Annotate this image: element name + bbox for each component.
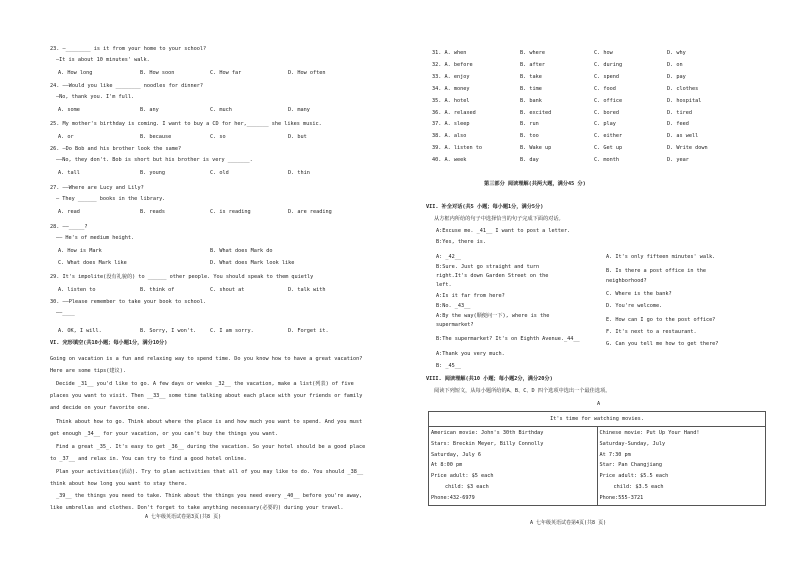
passage-label: A bbox=[597, 401, 601, 407]
option: B. because bbox=[140, 134, 172, 140]
option: C. old bbox=[210, 170, 229, 176]
box-option: D. You're welcome. bbox=[606, 303, 663, 309]
ad-line: Chinese movie: Put Up Your Hand! bbox=[599, 430, 700, 436]
cloze-option: 31. A. when bbox=[432, 50, 467, 56]
dialog-line: B:No. _43__ bbox=[436, 303, 471, 309]
option: D. How often bbox=[288, 70, 326, 76]
cloze-option: C. food bbox=[594, 85, 616, 92]
box-option: neighborhood? bbox=[606, 278, 647, 284]
ad-title: It's time for watching movies. bbox=[429, 412, 766, 427]
dialog-line: B: _45__ bbox=[436, 363, 461, 369]
question-stem: 27. ——Where are Lucy and Lily? bbox=[50, 185, 144, 191]
question-response: —— He's of medium height. bbox=[56, 235, 135, 241]
cloze-option: D. as well bbox=[667, 133, 699, 140]
cloze-option: 37. A. sleep bbox=[432, 121, 470, 128]
dialog-line: A:Is it far from here? bbox=[436, 293, 505, 299]
ad-american-movie bbox=[429, 427, 598, 506]
ad-line: Star: Pan Changjiang bbox=[599, 462, 662, 469]
cloze-option: B. bank bbox=[520, 97, 542, 104]
option: B. young bbox=[140, 170, 165, 176]
cloze-option: D. Write down bbox=[667, 145, 708, 152]
right-page-footer: A 七年级英语试卷第4页(共8 页) bbox=[530, 520, 607, 526]
question-response: ——No, they don't. Bob is short but his brother is very _______. bbox=[56, 157, 253, 163]
box-option: A. It's only fifteen minutes' walk. bbox=[606, 254, 716, 260]
section-6-heading: VI. 完形填空(共10小题；每小题1分，满分10分) bbox=[50, 340, 168, 346]
box-option: G. Can you tell me how to get there? bbox=[606, 341, 719, 347]
cloze-option: B. run bbox=[520, 121, 539, 128]
box-option: B. Is there a post office in the bbox=[606, 268, 706, 274]
right-page bbox=[426, 0, 762, 572]
dialog-line: supermarket? bbox=[436, 322, 474, 328]
box-option: E. How can I go to the post office? bbox=[606, 317, 716, 323]
cloze-option: D. year bbox=[667, 157, 689, 164]
option: A. OK, I will. bbox=[58, 328, 102, 334]
left-page bbox=[50, 0, 380, 572]
cloze-option: 34. A. money bbox=[432, 85, 470, 92]
option: B. How soon bbox=[140, 70, 175, 76]
option: C. What does Mark like bbox=[58, 260, 127, 266]
ad-chinese-movie bbox=[597, 427, 766, 506]
part-3-heading: 第三部分 阅读理解(共两大题，满分45 分) bbox=[484, 181, 586, 187]
cloze-option: D. why bbox=[667, 50, 686, 56]
cloze-paragraph: Find a great _35_. It's easy to get _36__ during the vacation. So your hotel should be a good place to _37__ and relax in. You can try to find a good hotel online. bbox=[50, 444, 366, 462]
option: B. Sorry, I won't. bbox=[140, 328, 197, 334]
question-response: —No, thank you. I'm full. bbox=[56, 94, 135, 100]
ad-line: Saturday-Sunday, July bbox=[599, 440, 666, 447]
cloze-option: C. play bbox=[594, 121, 616, 128]
cloze-option: 38. A. also bbox=[432, 133, 467, 140]
section-8-instructions: 阅读下列短文，从每小题所给的A、B、C、D 四个选项中选出一个最佳选项。 bbox=[434, 388, 611, 394]
cloze-paragraph: Think about how to go. Think about where the place is and how much you want to spend. And you must get enough _34__ for your vacation, or you can't buy the things you want. bbox=[50, 419, 363, 437]
question-response: —It is about 10 minutes' walk. bbox=[56, 57, 150, 63]
question-stem: 28. ——_____? bbox=[50, 224, 88, 230]
option: C. I am sorry. bbox=[210, 328, 254, 334]
ad-line: Phone:555-3721 bbox=[599, 494, 644, 501]
cloze-option: B. day bbox=[520, 157, 539, 164]
left-page-footer: A 七年级英语试卷第3页(共8 页) bbox=[145, 514, 222, 520]
option: D. What does Mark look like bbox=[210, 260, 295, 266]
cloze-option: 40. A. week bbox=[432, 157, 467, 164]
question-stem: 24. ——Would you like ________ noodles for dinner? bbox=[50, 83, 204, 89]
cloze-paragraph: _39__ the things you need to take. Think about the things you need every _40__ before you're away, like umbrellas and clothes. Don't forget to take anything necessary(必要的) during your travel. bbox=[50, 493, 363, 511]
cloze-option: 36. A. relaxed bbox=[432, 109, 476, 116]
question-response: — They ______ books in the library. bbox=[56, 196, 166, 202]
option: A. tall bbox=[58, 170, 80, 176]
option: B. What does Mark do bbox=[210, 248, 273, 254]
cloze-option: C. spend bbox=[594, 73, 619, 80]
question-stem: 25. My mother's birthday is coming. I want to buy a CD for her,_______ she likes music. bbox=[50, 121, 322, 127]
cloze-option: D. pay bbox=[667, 73, 686, 80]
cloze-option: B. take bbox=[520, 73, 542, 80]
dialog-line: left. bbox=[436, 282, 452, 288]
option: C. is reading bbox=[210, 209, 251, 215]
dialog-line: A:By the way(顺便问一下), where is the bbox=[436, 313, 550, 319]
cloze-option: D. hospital bbox=[667, 97, 702, 104]
cloze-option: C. bored bbox=[594, 109, 619, 116]
option: C. How far bbox=[210, 70, 242, 76]
cloze-option: D. clothes bbox=[667, 85, 699, 92]
option: D. but bbox=[288, 134, 307, 140]
option: C. shout at bbox=[210, 287, 245, 293]
option: D. are reading bbox=[288, 209, 332, 215]
ad-line: Phone:432-6979 bbox=[431, 494, 475, 501]
option: A. How is Mark bbox=[58, 248, 102, 254]
ad-line: At 8:00 pm bbox=[431, 462, 463, 469]
dialog-line: B:Sure. Just go straight and turn bbox=[436, 264, 540, 270]
dialog-line: right.It's down Garden Street on the bbox=[436, 273, 549, 279]
ad-line: child: $3.5 each bbox=[613, 483, 664, 490]
question-response: ——____ bbox=[56, 310, 75, 316]
option: B. reads bbox=[140, 209, 165, 215]
dialog-line: A:Thank you very much. bbox=[436, 351, 505, 357]
option: D. many bbox=[288, 107, 310, 113]
dialog-line: A:Excuse me. _41__ I want to post a letter. bbox=[436, 228, 571, 234]
cloze-option: 33. A. enjoy bbox=[432, 73, 470, 80]
option: D. thin bbox=[288, 170, 310, 176]
question-stem: 26. —Do Bob and his brother look the same? bbox=[50, 146, 182, 152]
cloze-option: B. time bbox=[520, 85, 542, 92]
cloze-option: B. Wake up bbox=[520, 145, 552, 152]
ad-line: At 7:30 pm bbox=[599, 451, 631, 458]
option: C. so bbox=[210, 134, 226, 140]
option: A. some bbox=[58, 107, 80, 113]
option: A. or bbox=[58, 134, 74, 140]
cloze-option: C. how bbox=[594, 50, 613, 56]
cloze-paragraph: Decide _31__ you'd like to go. A few days or weeks _32__ the vacation, make a list(列表) of five places you want to visit. Then __33__ some time talking about each place with your friends or family and decide on your favorite one. bbox=[50, 381, 363, 411]
section-7-instructions: 从方框内所给的句子中选择恰当的句子完成下面的对话。 bbox=[434, 216, 564, 222]
cloze-option: D. on bbox=[667, 61, 683, 68]
option: A. How long bbox=[58, 70, 93, 76]
cloze-option: 35. A. hotel bbox=[432, 97, 470, 104]
ad-line: American movie: John's 30th Birthday bbox=[431, 430, 544, 436]
question-stem: 23. —________ is it from your home to your school? bbox=[50, 46, 207, 52]
option: D. Forget it. bbox=[288, 328, 329, 334]
cloze-option: 32. A. before bbox=[432, 61, 473, 68]
ad-line: child: $3 each bbox=[445, 483, 489, 490]
movie-ads-table bbox=[428, 411, 766, 506]
ad-line: Stars: Breckin Meyer, Billy Connolly bbox=[431, 440, 544, 447]
dialog-line: B:Yes, there is. bbox=[436, 239, 486, 245]
cloze-option: B. where bbox=[520, 50, 545, 56]
option: D. talk with bbox=[288, 287, 326, 293]
cloze-option: C. either bbox=[594, 133, 623, 140]
ad-line: Price adult: $5 each bbox=[431, 473, 494, 480]
question-stem: 29. It's impolite(没有礼貌的) to ______ other people. You should speak to them quietly bbox=[50, 274, 314, 280]
option: B. any bbox=[140, 107, 159, 113]
section-8-heading: VIII. 阅读理解(共10 小题；每小题2分，满分20分) bbox=[426, 376, 553, 382]
cloze-option: B. excited bbox=[520, 109, 552, 116]
option: A. listen to bbox=[58, 287, 96, 293]
question-stem: 30. ——Please remember to take your book to school. bbox=[50, 299, 207, 305]
cloze-option: 39. A. listen to bbox=[432, 145, 482, 152]
cloze-option: B. after bbox=[520, 61, 545, 68]
section-7-heading: VII. 补全对话(共5 小题；每小题1分，满分5分) bbox=[426, 204, 544, 210]
cloze-paragraph: Going on vacation is a fun and relaxing way to spend time. Do you know how to have a great vacation? Here are some tips(建议). bbox=[50, 356, 363, 374]
dialog-line: A: _42__ bbox=[436, 254, 461, 260]
box-option: F. It's next to a restaurant. bbox=[606, 329, 697, 335]
cloze-option: C. during bbox=[594, 61, 623, 68]
box-option: C. Where is the bank? bbox=[606, 291, 672, 297]
cloze-option: C. month bbox=[594, 157, 619, 164]
cloze-option: C. Get up bbox=[594, 145, 623, 152]
option: A. read bbox=[58, 209, 80, 215]
ad-line: Saturday, July 6 bbox=[431, 451, 481, 458]
ad-line: Price adult: $5.5 each bbox=[599, 473, 669, 480]
cloze-option: D. tired bbox=[667, 109, 692, 116]
cloze-option: B. too bbox=[520, 133, 539, 140]
option: C. much bbox=[210, 107, 232, 113]
dialog-line: B:The supermarket? It's on Eighth Avenue._44__ bbox=[436, 336, 580, 342]
cloze-paragraph: Plan your activities(活动). Try to plan activities that all of you may like to do. You should _38__ think about how long you want to stay there. bbox=[50, 469, 364, 487]
option: B. think of bbox=[140, 287, 175, 293]
cloze-option: C. office bbox=[594, 97, 623, 104]
cloze-option: D. feed bbox=[667, 121, 689, 128]
